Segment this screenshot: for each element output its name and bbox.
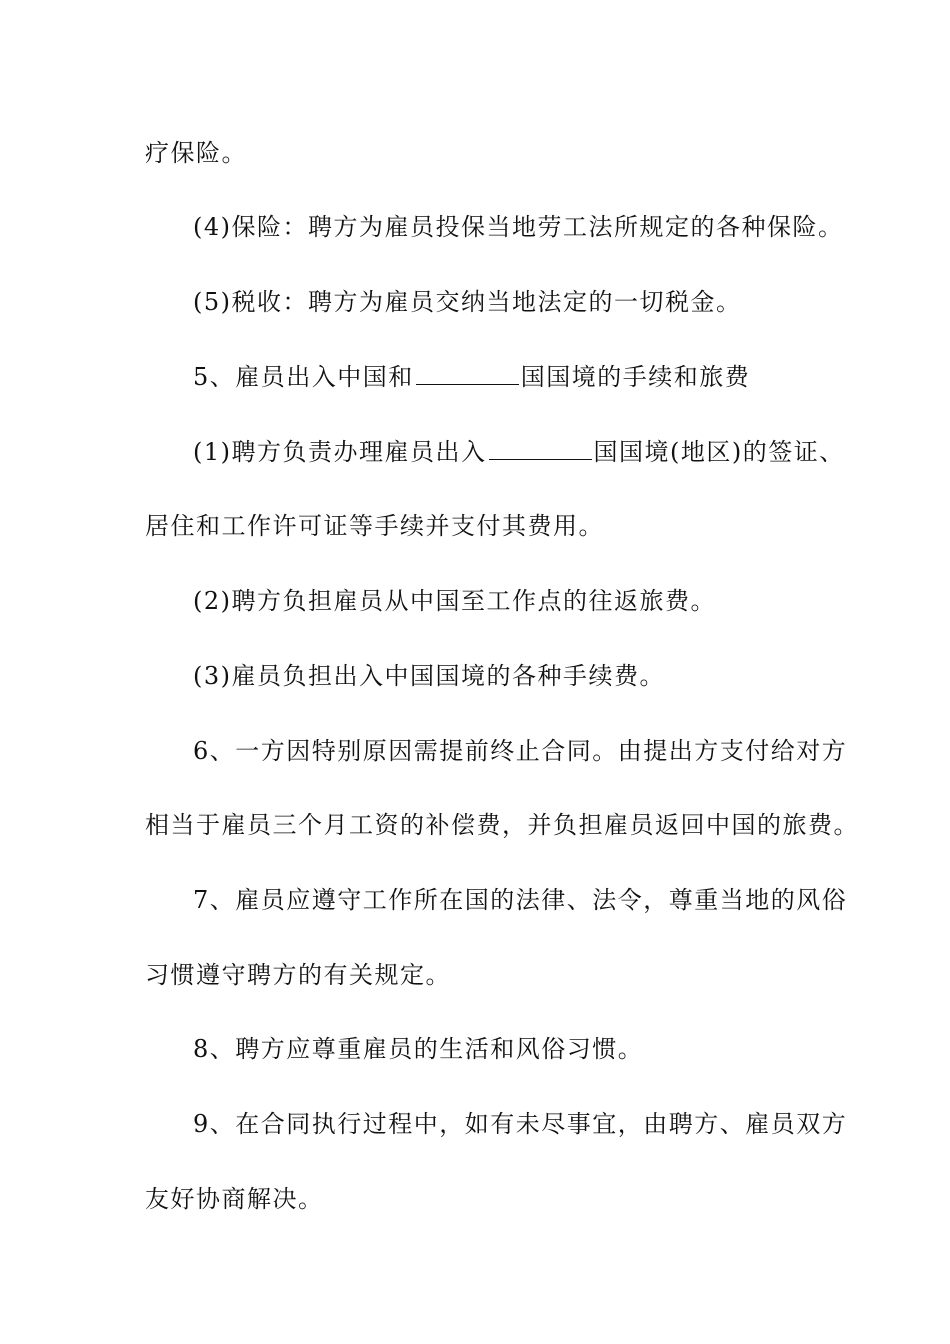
paragraph-line bbox=[193, 437, 845, 467]
paragraph-line: 居住和工作许可证等手续并支付其费用。 bbox=[145, 512, 604, 540]
paragraph-line bbox=[193, 362, 750, 392]
paragraph-line: (3)雇员负担出入中国国境的各种手续费。 bbox=[193, 662, 665, 690]
line-text: (1)聘方负责办理雇员出入 bbox=[193, 438, 487, 466]
paragraph-line: (4)保险：聘方为雇员投保当地劳工法所规定的各种保险。 bbox=[193, 213, 844, 241]
line-text: 5、雇员出入中国和 bbox=[193, 363, 414, 391]
paragraph-line: (5)税收：聘方为雇员交纳当地法定的一切税金。 bbox=[193, 288, 742, 316]
paragraph-line: 7、雇员应遵守工作所在国的法律、法令，尊重当地的风俗 bbox=[193, 886, 848, 914]
paragraph-line: 友好协商解决。 bbox=[145, 1185, 324, 1213]
paragraph-line: (2)聘方负担雇员从中国至工作点的往返旅费。 bbox=[193, 587, 716, 615]
line-text: 国国境的手续和旅费 bbox=[520, 363, 751, 391]
paragraph-line: 6、一方因特别原因需提前终止合同。由提出方支付给对方 bbox=[193, 737, 848, 765]
line-text: 国国境(地区)的签证、 bbox=[593, 438, 845, 466]
paragraph-line: 9、在合同执行过程中，如有未尽事宜，由聘方、雇员双方 bbox=[193, 1110, 848, 1138]
paragraph-line: 习惯遵守聘方的有关规定。 bbox=[145, 961, 451, 989]
fill-in-blank bbox=[489, 437, 592, 460]
fill-in-blank bbox=[416, 362, 519, 385]
paragraph-line: 8、聘方应尊重雇员的生活和风俗习惯。 bbox=[193, 1035, 644, 1063]
paragraph-line: 相当于雇员三个月工资的补偿费，并负担雇员返回中国的旅费。 bbox=[145, 811, 859, 839]
paragraph-line: 疗保险。 bbox=[145, 139, 247, 167]
